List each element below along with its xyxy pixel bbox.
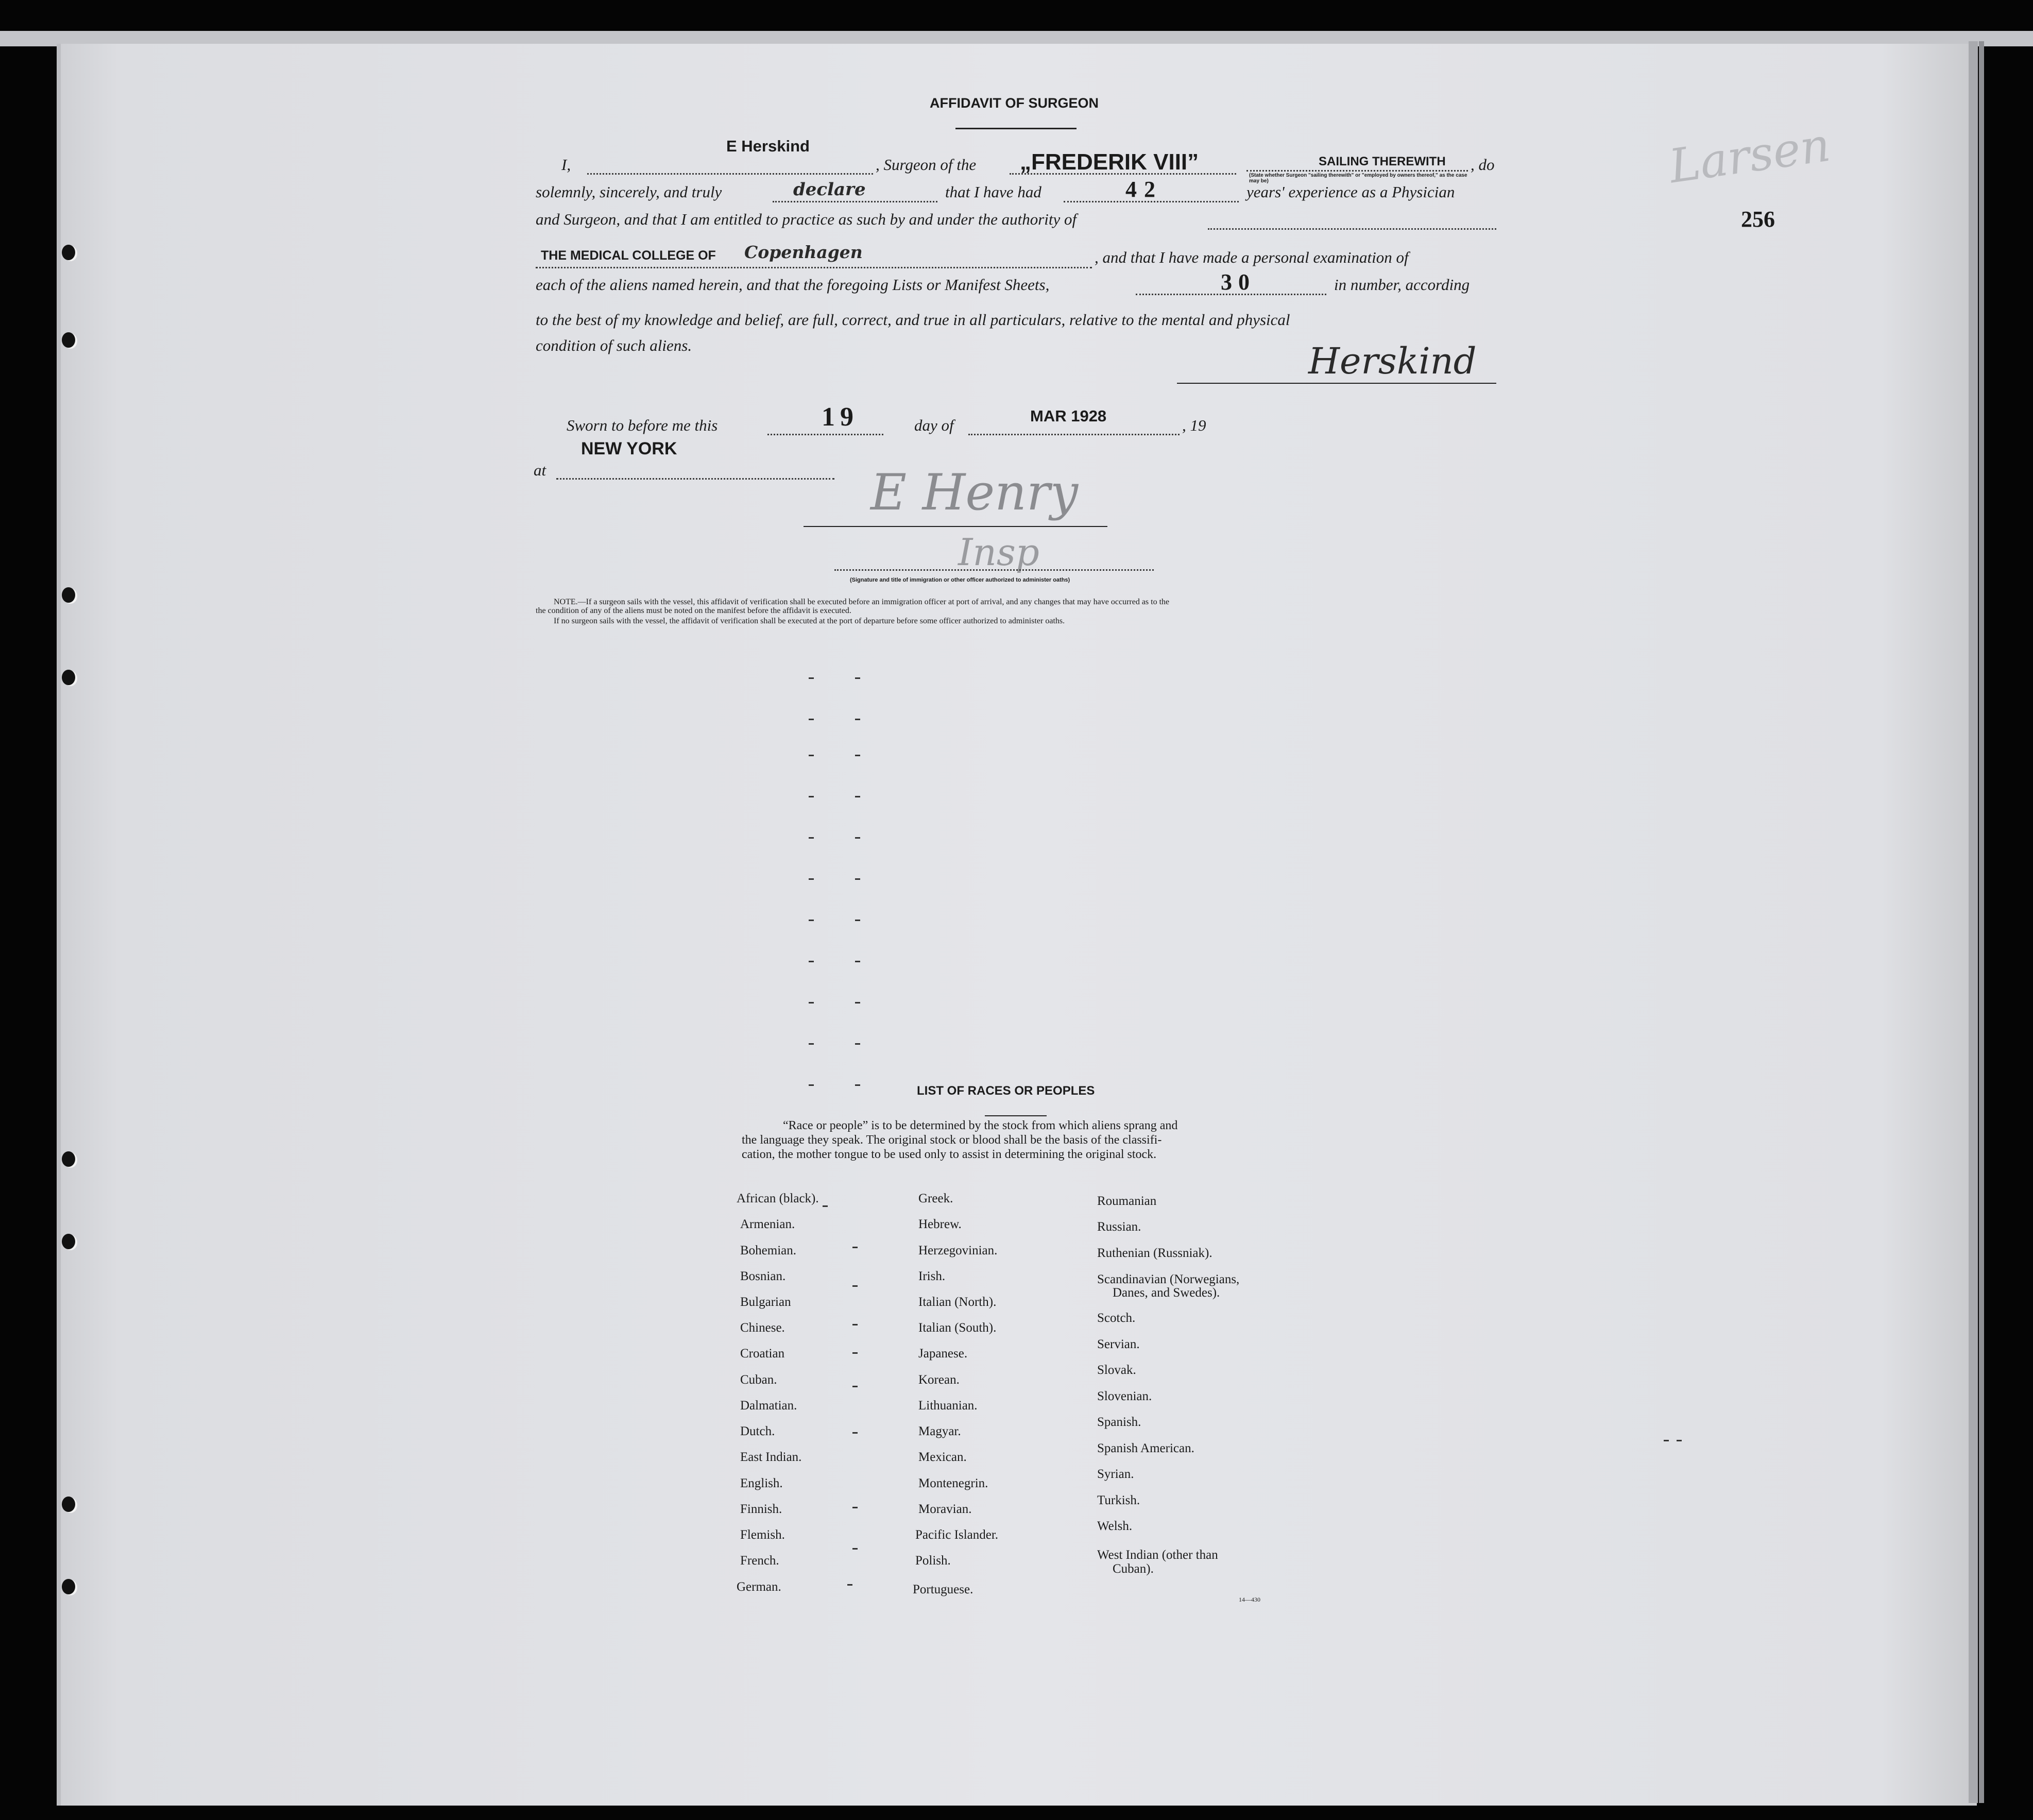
line2-prefix: solemnly, sincerely, and truly [536, 183, 722, 201]
race-item: Chinese. [740, 1321, 785, 1335]
document-sheet [57, 44, 1977, 1806]
line5-end: in number, according [1334, 276, 1470, 294]
dash-mark [852, 1324, 858, 1325]
dash-mark [852, 1386, 858, 1387]
sworn-mid: day of [914, 416, 954, 434]
authority-city: Copenhagen [744, 242, 863, 262]
sheets-value: 30 [1221, 269, 1256, 295]
race-item: Montenegrin. [918, 1476, 988, 1490]
races-intro-3: cation, the mother tongue to be used only to assist in determining the original stock. [742, 1148, 1157, 1161]
line5-prefix: each of the aliens named herein, and that the foregoing Lists or Manifest Sheets, [536, 276, 1050, 294]
dash-mark [852, 1247, 858, 1248]
binder-hole [62, 1151, 75, 1167]
line1-end: , do [1471, 156, 1495, 174]
race-item: Lithuanian. [918, 1399, 978, 1413]
race-item: Spanish American. [1097, 1441, 1194, 1455]
races-intro-1: “Race or people” is to be determined by the stock from which aliens sprang and [783, 1119, 1178, 1132]
race-item: French. [740, 1554, 779, 1568]
at-label: at [534, 461, 546, 479]
note-line3: If no surgeon sails with the vessel, the affidavit of verification shall be executed at the port of departure before some officer authorized to administer oaths. [554, 617, 1065, 625]
race-item: Herzegovinian. [918, 1244, 998, 1257]
officer-signature-line [804, 526, 1107, 527]
dash-mark [852, 1432, 858, 1434]
surgeon-name: E Herskind [726, 137, 810, 155]
binder-hole [62, 245, 75, 260]
signature-line [1177, 383, 1496, 384]
sworn-date: MAR 1928 [1030, 407, 1107, 425]
dash-mark [809, 677, 814, 679]
race-item: Spanish. [1097, 1415, 1141, 1429]
race-item: Croatian [740, 1347, 785, 1360]
race-item: Italian (South). [918, 1321, 997, 1335]
race-item: Slovenian. [1097, 1389, 1152, 1403]
dash-mark [809, 719, 814, 720]
officer-title: Insp [958, 531, 1039, 574]
race-item: Syrian. [1097, 1467, 1134, 1481]
race-item: Dalmatian. [740, 1399, 797, 1413]
race-item: East Indian. [740, 1450, 802, 1464]
note-line2: the condition of any of the aliens must be noted on the manifest before the affidavit is executed. [536, 606, 851, 615]
declare-handwritten: declare [793, 179, 866, 200]
race-item: Bohemian. [740, 1244, 797, 1257]
race-item: Japanese. [918, 1347, 968, 1360]
dash-mark [852, 1285, 858, 1287]
line6: to the best of my knowledge and belief, are full, correct, and true in all particulars, relative to the mental and physical [536, 311, 1290, 329]
line2-end: years' experience as a Physician [1246, 183, 1455, 201]
line4-end: , and that I have made a personal examination of [1095, 248, 1409, 266]
races-title-underline [985, 1115, 1047, 1116]
race-item: Turkish. [1097, 1493, 1140, 1507]
dash-mark [847, 1584, 852, 1586]
dash-mark [855, 1043, 860, 1045]
dash-mark [855, 1002, 860, 1003]
race-item: Cuban). [1113, 1562, 1154, 1576]
line1-prefix: I, [561, 156, 571, 174]
margin-note: Larsen [1666, 117, 1834, 194]
authority-prefix: THE MEDICAL COLLEGE OF [541, 248, 716, 263]
binder-hole [62, 1234, 75, 1249]
binder-hole [62, 1579, 75, 1594]
race-item: Bulgarian [740, 1295, 791, 1309]
line7: condition of such aliens. [536, 336, 692, 354]
form-number: 14—430 [1239, 1596, 1260, 1603]
dash-mark [855, 796, 860, 797]
race-item: Irish. [918, 1269, 946, 1283]
dash-mark [809, 755, 814, 756]
note-line1: NOTE.—If a surgeon sails with the vessel, this affidavit of verification shall be executed before an immigration officer at port of arrival, and any changes that may have occurred as to the [554, 598, 1170, 606]
vessel-line [1010, 173, 1236, 175]
dash-mark [823, 1205, 828, 1207]
sworn-day-line [767, 434, 883, 435]
dash-mark [855, 677, 860, 679]
race-item: Dutch. [740, 1424, 775, 1438]
race-item: Korean. [918, 1373, 960, 1387]
dash-mark [855, 920, 860, 921]
race-item: Ruthenian (Russniak). [1097, 1246, 1212, 1260]
dash-mark [809, 1043, 814, 1045]
race-item: English. [740, 1476, 783, 1490]
race-item: Moravian. [918, 1502, 972, 1516]
race-item: Bosnian. [740, 1269, 786, 1283]
dash-mark [809, 837, 814, 839]
dash-mark [852, 1352, 858, 1354]
race-item: West Indian (other than [1097, 1548, 1218, 1562]
page-edge-dark [1979, 41, 1984, 1803]
sworn-prefix: Sworn to before me this [567, 416, 718, 434]
page-edge [1969, 41, 1978, 1803]
race-item: Servian. [1097, 1337, 1140, 1351]
dash-mark [809, 796, 814, 797]
place: NEW YORK [581, 439, 677, 458]
dash-mark [855, 755, 860, 756]
race-item: Hebrew. [918, 1217, 962, 1231]
race-item: Slovak. [1097, 1363, 1136, 1377]
race-item: Italian (North). [918, 1295, 997, 1309]
dash-mark [809, 920, 814, 921]
officer-caption: (Signature and title of immigration or other officer authorized to administer oaths) [850, 577, 1070, 583]
sworn-day: 19 [822, 402, 859, 432]
line2-mid: that I have had [945, 183, 1041, 201]
race-item: Scotch. [1097, 1311, 1136, 1325]
dash-mark [1677, 1440, 1682, 1441]
binder-hole [62, 332, 75, 348]
races-intro-2: the language they speak. The original stock or blood shall be the basis of the classifi- [742, 1133, 1162, 1147]
race-item: Portuguese. [913, 1583, 973, 1596]
dash-mark [809, 1084, 814, 1086]
sworn-date-line [968, 434, 1180, 435]
race-item: Finnish. [740, 1502, 782, 1516]
race-item: Greek. [918, 1192, 953, 1205]
race-item: Welsh. [1097, 1519, 1133, 1533]
dash-mark [855, 837, 860, 839]
page-number: 256 [1741, 207, 1775, 232]
vessel-name: „FREDERIK VIII” [1020, 149, 1199, 175]
race-item: Armenian. [740, 1217, 795, 1231]
race-item: Roumanian [1097, 1194, 1157, 1208]
declare-line [773, 201, 937, 202]
races-title: LIST OF RACES OR PEOPLES [917, 1084, 1095, 1098]
surgeon-signature: Herskind [1308, 340, 1477, 382]
binder-hole [62, 1496, 75, 1512]
race-item: African (black). [737, 1192, 819, 1205]
affidavit-title: AFFIDAVIT OF SURGEON [930, 95, 1099, 111]
officer-signature: E Henry [870, 464, 1079, 521]
line1-mid: , Surgeon of the [876, 156, 977, 174]
dash-mark [855, 719, 860, 720]
sworn-end: , 19 [1182, 416, 1206, 434]
binder-hole [62, 587, 75, 603]
race-item: Mexican. [918, 1450, 967, 1464]
authority-line-end [1208, 228, 1496, 230]
binder-hole [62, 670, 75, 685]
race-item: Cuban. [740, 1373, 777, 1387]
race-item: Flemish. [740, 1528, 785, 1542]
race-item: Danes, and Swedes). [1113, 1286, 1220, 1300]
title-underline [955, 128, 1077, 129]
sailing-note: (State whether Surgeon "sailing therewith" or "employed by owners thereof," as the case may be) [1249, 173, 1467, 184]
sailing-line [1246, 170, 1468, 172]
dash-mark [855, 878, 860, 880]
years-value: 42 [1125, 177, 1163, 202]
officer-title-line [834, 569, 1154, 571]
dash-mark [809, 878, 814, 880]
sailing-status: SAILING THEREWITH [1319, 155, 1446, 168]
authority-line [536, 267, 1092, 268]
race-item: Russian. [1097, 1220, 1141, 1234]
place-line [556, 478, 834, 480]
dash-mark [852, 1507, 858, 1508]
dash-mark [809, 961, 814, 962]
dash-mark [855, 1084, 860, 1086]
dash-mark [1664, 1440, 1669, 1441]
race-item: Magyar. [918, 1424, 961, 1438]
surgeon-name-line [587, 173, 873, 175]
dash-mark [855, 961, 860, 962]
race-item: Pacific Islander. [915, 1528, 999, 1542]
line3: and Surgeon, and that I am entitled to practice as such by and under the authority of [536, 210, 1077, 228]
dash-mark [809, 1002, 814, 1003]
dash-mark [852, 1548, 858, 1550]
race-item: German. [737, 1580, 781, 1594]
race-item: Polish. [915, 1554, 951, 1568]
race-item: Scandinavian (Norwegians, [1097, 1272, 1240, 1286]
